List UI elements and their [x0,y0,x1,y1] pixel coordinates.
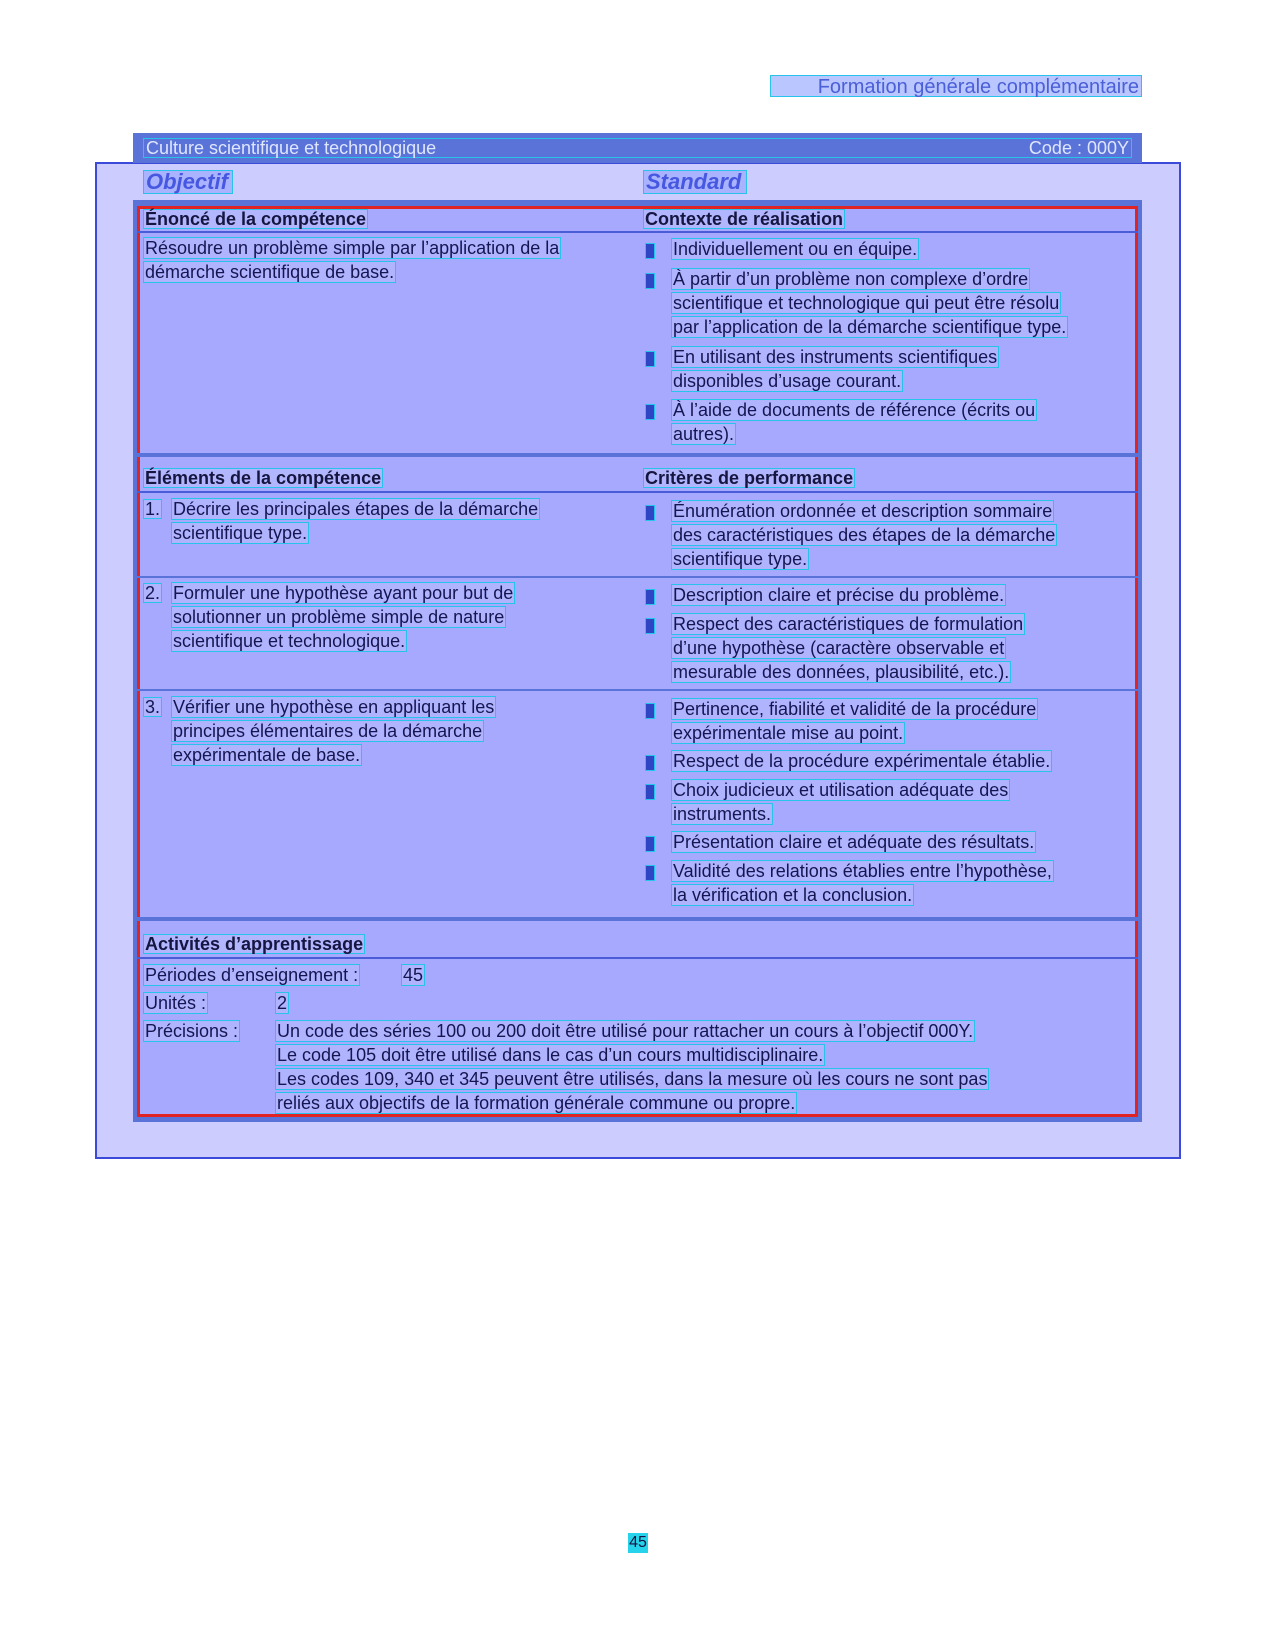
elements-heading: Éléments de la compétence [145,468,382,488]
bullet-icon [645,784,655,800]
bullet-icon [645,836,655,852]
bullet-icon [645,404,655,420]
criterion-item: Énumération ordonnée et description sommaire des caractéristiques des étapes de la démarche scientifique type. [673,501,1056,569]
objectif-label: Objectif [143,170,233,194]
activites-section [137,924,1138,1114]
course-title: Culture scientifique et technologique [146,137,437,158]
precisions-text: Un code des séries 100 ou 200 doit être utilisé pour rattacher un cours à l’objectif 000Y. Le code 105 doit être utilisé dans le cas d’un cours multidisciplinaire. Les codes 109, 340 et 345 peuvent être utilisés, dans la mesure où les cours ne sont pas reliés aux objectifs de la formation générale commune ou propre. [277,1021,988,1113]
title-bar [133,133,1142,163]
page-number: 45 [629,1534,647,1551]
precisions-label: Précisions : [145,1021,239,1041]
criteres-heading: Critères de performance [645,468,854,488]
bullet-icon [645,865,655,881]
elements-section [137,457,1138,920]
contexte-item: À partir d’un problème non complexe d’ordre scientifique et technologique qui peut être résolu par l’application de la démarche scientifique type. [673,269,1067,337]
enonce-text: Résoudre un problème simple par l’application de la démarche scientifique de base. [145,238,560,282]
bullet-icon [645,273,655,289]
bullet-icon [645,589,655,605]
program-header: Formation générale complémentaire [770,75,1142,97]
element-text: Vérifier une hypothèse en appliquant les principes élémentaires de la démarche expérimentale de base. [173,697,495,765]
bullet-icon [645,755,655,771]
element-text: Décrire les principales étapes de la démarche scientifique type. [173,499,539,543]
enonce-heading: Énoncé de la compétence [145,209,367,229]
criterion-item: Respect de la procédure expérimentale établie. [673,751,1051,771]
periodes-value: 45 [403,965,424,985]
periodes-label: Périodes d’enseignement : [145,965,359,985]
unites-value: 2 [277,993,288,1013]
bullet-icon [645,703,655,719]
criterion-item: Présentation claire et adéquate des résultats. [673,832,1035,852]
criterion-item: Choix judicieux et utilisation adéquate des instruments. [673,780,1009,824]
activites-heading: Activités d’apprentissage [145,934,364,954]
element-text: Formuler une hypothèse ayant pour but de solutionner un problème simple de nature scientifique et technologique. [173,583,514,651]
standard-label: Standard [643,170,747,194]
element-number: 1. [145,499,161,519]
criterion-item: Pertinence, fiabilité et validité de la procédure expérimentale mise au point. [673,699,1037,743]
bullet-icon [645,505,655,521]
criterion-item: Validité des relations établies entre l’hypothèse, la vérification et la conclusion. [673,861,1052,905]
contexte-item: Individuellement ou en équipe. [673,239,918,259]
criterion-item: Respect des caractéristiques de formulation d’une hypothèse (caractère observable et mesurable des données, plausibilité, etc.). [673,614,1024,682]
contexte-item: En utilisant des instruments scientifiques disponibles d’usage courant. [673,347,998,391]
criterion-item: Description claire et précise du problème. [673,585,1005,605]
element-number: 2. [145,583,161,603]
element-number: 3. [145,697,161,717]
bullet-icon [645,243,655,259]
contexte-heading: Contexte de réalisation [645,209,844,229]
bullet-icon [645,618,655,634]
course-code: Code : 000Y [1028,137,1129,158]
contexte-item: À l’aide de documents de référence (écrits ou autres). [673,400,1036,444]
unites-label: Unités : [145,993,207,1013]
competence-section [137,206,1138,453]
bullet-icon [645,351,655,367]
